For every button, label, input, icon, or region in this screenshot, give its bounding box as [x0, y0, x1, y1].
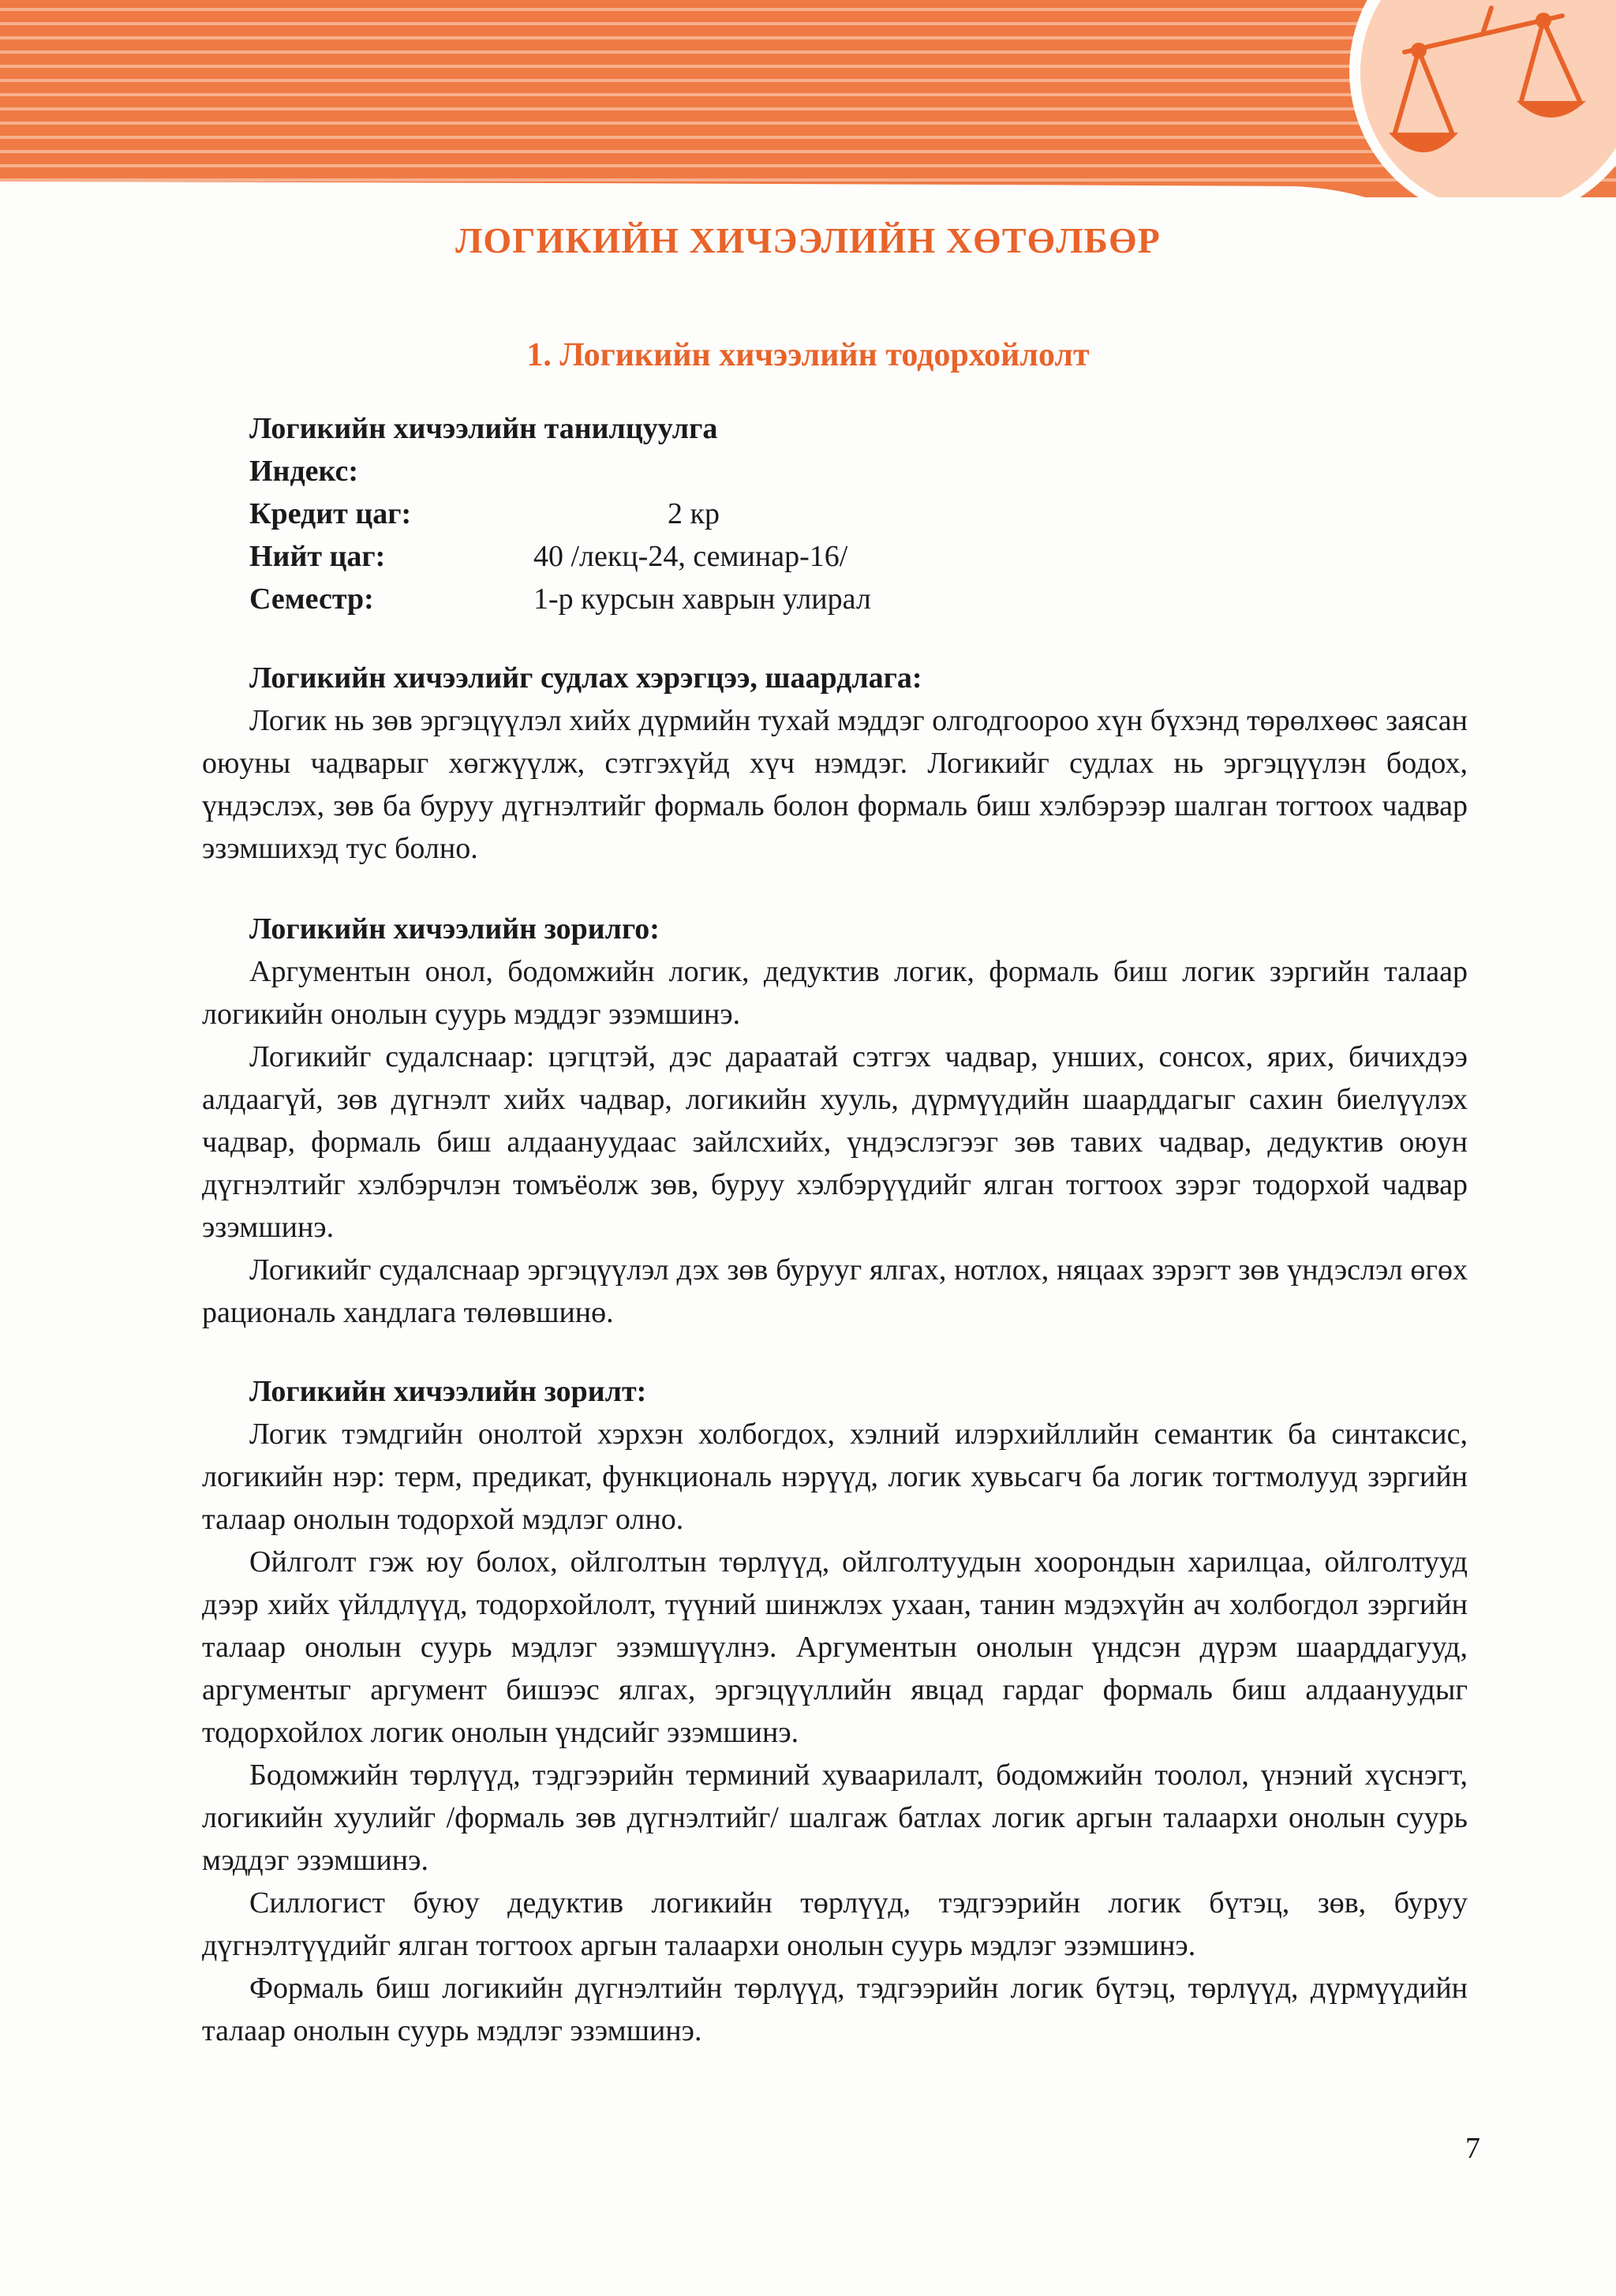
goal-section [202, 908, 1468, 1334]
info-label: Семестр: [249, 582, 374, 616]
paragraph: Бодомжийн төрлүүд, тэдгээрийн терминий хуваарилалт, бодомжийн тоолол, үнэний хүснэгт, логикийн хуулийг /формаль зөв дүгнэлтийг/ шалгаж батлах логик аргын талаархи онолын суурь мэддэг эзэмшинэ. [202, 1759, 1468, 1877]
objectives-section [202, 1370, 1468, 2052]
section-title: 1. Логикийн хичээлийн тодорхойлолт [526, 337, 1090, 373]
paragraph: Формаль биш логикийн дүгнэлтийн төрлүүд, тэдгээрийн логик бүтэц, төрлүүд, дүрмүүдийн талаар онолын суурь мэдлэг эзэмшинэ. [202, 1972, 1468, 2047]
info-row-semester [202, 578, 1468, 620]
paragraph: Логик нь зөв эргэцүүлэл хийх дүрмийн тухай мэддэг олгодгоороо хүн бүхэнд төрөлхөөс заясан оюуны чадварыг хөгжүүлж, сэтгэхүйд хүч нэмдэг. Логикийг судлах нь эргэцүүлэн бодох, үндэслэх, зөв ба буруу дүгнэлтийг формаль болон формаль биш хэлбэрээр шалган тогтоох чадвар эзэмшихэд тус болно. [202, 704, 1468, 865]
info-value: 40 /лекц-24, семинар-16/ [533, 540, 848, 573]
info-row-index [202, 450, 1468, 493]
info-label: Нийт цаг: [249, 540, 386, 573]
goal-heading: Логикийн хичээлийн зорилго: [249, 912, 660, 946]
necessity-heading: Логикийн хичээлийг судлах хэрэгцээ, шаардлага: [249, 661, 922, 695]
necessity-section [202, 657, 1468, 870]
intro-heading: Логикийн хичээлийн танилцуулга [249, 412, 718, 445]
header-banner [0, 0, 1616, 197]
info-value: 1-р курсын хаврын улирал [533, 582, 871, 616]
page-title: ЛОГИКИЙН ХИЧЭЭЛИЙН ХӨТӨЛБӨР [455, 220, 1161, 260]
info-label: Кредит цаг: [249, 497, 412, 530]
paragraph: Аргументын онол, бодомжийн логик, дедуктив логик, формаль биш логик зэргийн талаар логикийн онолын суурь мэддэг эзэмшинэ. [202, 955, 1468, 1031]
paragraph: Логик тэмдгийн онолтой хэрхэн холбогдох, хэлний илэрхийллийн семантик ба синтаксис, логикийн нэр: терм, предикат, функциональ нэрүүд, логик хувьсагч ба логик тогтмолууд зэргийн талаар онолын тодорхой мэдлэг олно. [202, 1418, 1468, 1536]
info-value: 2 кр [668, 497, 720, 530]
info-row-credit [202, 493, 1468, 535]
info-label: Индекс: [249, 455, 359, 488]
paragraph: Силлогист буюу дедуктив логикийн төрлүүд, тэдгээрийн логик бүтэц, зөв, буруу дүгнэлтүүдийг ялган тогтоох аргын талаархи онолын суурь мэдлэг эзэмшинэ. [202, 1886, 1468, 1962]
scales-of-justice-icon [1373, 0, 1610, 189]
intro-block [202, 407, 1468, 620]
info-row-hours [202, 535, 1468, 578]
paragraph: Логикийг судалснаар: цэгцтэй, дэс дараатай сэтгэх чадвар, унших, сонсох, ярих, бичихдээ алдаагүй, зөв дүгнэлт хийх чадвар, логикийн хууль, дүрмүүдийн шаарддагыг сахин биелүүлэх чадвар, формаль биш алдаануудаас зайлсхийх, үндэслэгээг зөв тавих чадвар, дедуктив оюун дүгнэлтийг хэлбэрчлэн томъёолж зөв, буруу хэлбэрүүдийг ялган тогтоох зэрэг тодорхой чадвар эзэмшинэ. [202, 1040, 1468, 1244]
paragraph: Логикийг судалснаар эргэцүүлэл дэх зөв бурууг ялгах, нотлох, няцаах зэрэгт зөв үндэслэл өгөх рациональ хандлага төлөвшинө. [202, 1253, 1468, 1329]
paragraph: Ойлголт гэж юу болох, ойлголтын төрлүүд, ойлголтуудын хоорондын харилцаа, ойлголтууд дээр хийх үйлдлүүд, тодорхойлолт, түүний шинжлэх ухаан, танин мэдэхүйн ач холбогдол зэргийн талаар онолын суурь мэдлэг эзэмшүүлнэ. Аргументын онолын үндсэн дүрэм шаарддагууд, аргументыг аргумент бишээс ялгах, эргэцүүллийн явцад гардаг формаль биш алдаануудыг тодорхойлох логик онолын үндсийг эзэмшинэ. [202, 1545, 1468, 1749]
objectives-heading: Логикийн хичээлийн зорилт: [249, 1375, 647, 1408]
page-number: 7 [1465, 2132, 1480, 2165]
